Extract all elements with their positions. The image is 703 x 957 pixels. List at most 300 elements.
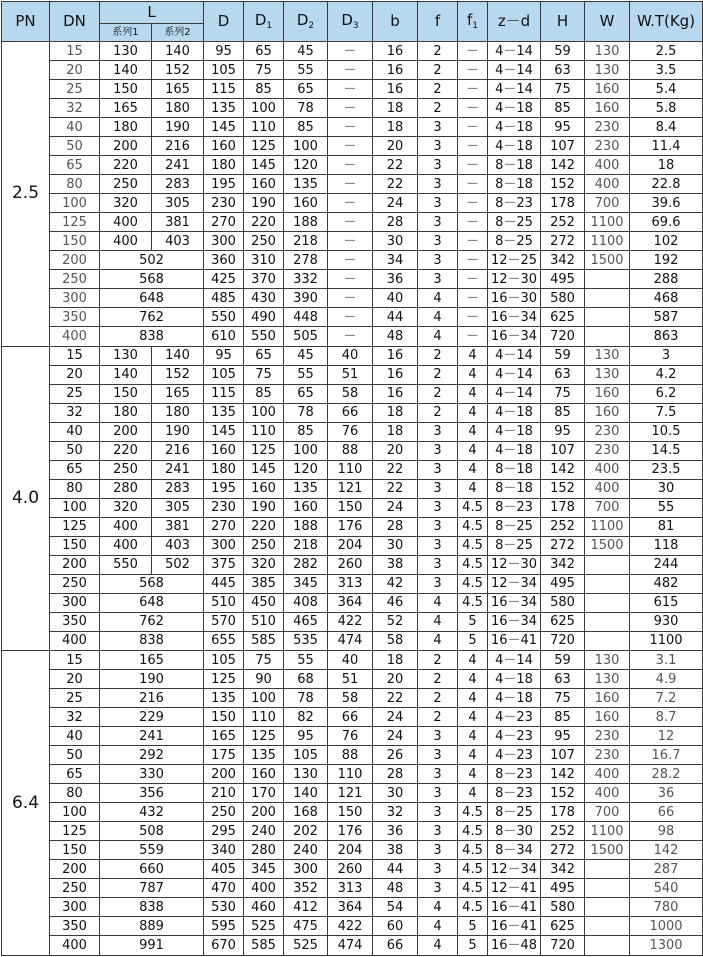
d3-cell: 474 <box>328 631 373 650</box>
weight-cell: 66 <box>630 803 703 822</box>
header-d2-sub: 2 <box>308 20 315 31</box>
weight-cell: 8.7 <box>630 708 703 727</box>
d3-cell: － <box>328 118 373 137</box>
dn-cell: 300 <box>50 898 100 917</box>
pn-cell: 6.4 <box>2 651 50 956</box>
f1-cell: 4.5 <box>458 593 488 612</box>
z-d-cell: 8－23 <box>488 784 541 803</box>
l-series1-cell: 762 <box>100 612 204 631</box>
d1-cell: 125 <box>244 441 284 460</box>
weight-cell: 863 <box>630 327 703 346</box>
f1-cell: 4.5 <box>458 879 488 898</box>
d3-cell: 66 <box>328 403 373 422</box>
l-series1-cell: 400 <box>100 232 152 251</box>
w-cell <box>585 593 630 612</box>
w-cell: 230 <box>585 137 630 156</box>
l-series2-cell: 381 <box>152 213 204 232</box>
f-cell: 4 <box>418 308 458 327</box>
d3-cell: 150 <box>328 803 373 822</box>
f-cell: 2 <box>418 708 458 727</box>
h-cell: 272 <box>541 232 585 251</box>
table-row <box>2 727 703 746</box>
d2-cell: 218 <box>284 536 328 555</box>
dn-cell: 32 <box>50 403 100 422</box>
d-cell: 550 <box>204 308 244 327</box>
f1-cell: 4 <box>458 460 488 479</box>
d1-cell: 125 <box>244 727 284 746</box>
z-d-cell: 8－25 <box>488 517 541 536</box>
l-series1-cell: 200 <box>100 422 152 441</box>
z-d-cell: 12－34 <box>488 860 541 879</box>
f1-cell: － <box>458 42 488 61</box>
dn-cell: 80 <box>50 784 100 803</box>
d3-cell: 422 <box>328 917 373 936</box>
f-cell: 3 <box>418 118 458 137</box>
l-series1-cell: 838 <box>100 327 204 346</box>
weight-cell: 39.6 <box>630 194 703 213</box>
l-series1-cell: 190 <box>100 670 204 689</box>
dn-cell: 250 <box>50 270 100 289</box>
d-cell: 230 <box>204 498 244 517</box>
weight-cell: 16.7 <box>630 746 703 765</box>
w-cell <box>585 289 630 308</box>
w-cell <box>585 612 630 631</box>
dn-cell: 50 <box>50 746 100 765</box>
d1-cell: 250 <box>244 536 284 555</box>
weight-cell: 6.2 <box>630 384 703 403</box>
f-cell: 4 <box>418 917 458 936</box>
d3-cell: － <box>328 251 373 270</box>
f-cell: 2 <box>418 42 458 61</box>
z-d-cell: 8－23 <box>488 765 541 784</box>
d1-cell: 85 <box>244 384 284 403</box>
f1-cell: 4.5 <box>458 841 488 860</box>
b-cell: 16 <box>373 384 418 403</box>
z-d-cell: 4－18 <box>488 403 541 422</box>
d-cell: 180 <box>204 460 244 479</box>
d2-cell: 105 <box>284 746 328 765</box>
d3-cell: － <box>328 156 373 175</box>
z-d-cell: 4－14 <box>488 42 541 61</box>
table-row <box>2 746 703 765</box>
f1-cell: － <box>458 156 488 175</box>
w-cell: 1500 <box>585 841 630 860</box>
table-row <box>2 898 703 917</box>
l-series2-cell: 140 <box>152 346 204 365</box>
h-cell: 720 <box>541 631 585 650</box>
d3-cell: 204 <box>328 841 373 860</box>
table-row <box>2 917 703 936</box>
d-cell: 135 <box>204 99 244 118</box>
f1-cell: － <box>458 327 488 346</box>
f1-cell: － <box>458 80 488 99</box>
f-cell: 3 <box>418 479 458 498</box>
weight-cell: 468 <box>630 289 703 308</box>
h-cell: 720 <box>541 936 585 956</box>
d1-cell: 510 <box>244 612 284 631</box>
f-cell: 3 <box>418 213 458 232</box>
d2-cell: 68 <box>284 670 328 689</box>
dn-cell: 125 <box>50 822 100 841</box>
f1-cell: － <box>458 251 488 270</box>
f-cell: 3 <box>418 784 458 803</box>
d2-cell: 188 <box>284 517 328 536</box>
h-cell: 178 <box>541 194 585 213</box>
pn-cell: 2.5 <box>2 42 50 347</box>
l-series1-cell: 320 <box>100 498 152 517</box>
z-d-cell: 16－34 <box>488 612 541 631</box>
table-row <box>2 460 703 479</box>
dn-cell: 15 <box>50 651 100 670</box>
f1-cell: 4.5 <box>458 536 488 555</box>
h-cell: 342 <box>541 555 585 574</box>
table-row <box>2 422 703 441</box>
w-cell: 160 <box>585 99 630 118</box>
d1-cell: 75 <box>244 651 284 670</box>
f-cell: 3 <box>418 441 458 460</box>
b-cell: 18 <box>373 422 418 441</box>
z-d-cell: 12－25 <box>488 251 541 270</box>
f1-cell: 4.5 <box>458 860 488 879</box>
z-d-cell: 4－23 <box>488 708 541 727</box>
d2-cell: 120 <box>284 156 328 175</box>
d3-cell: 204 <box>328 536 373 555</box>
h-cell: 178 <box>541 498 585 517</box>
l-series2-cell: 403 <box>152 536 204 555</box>
d2-cell: 352 <box>284 879 328 898</box>
header-l-series1: 系列1 <box>100 24 152 42</box>
d2-cell: 408 <box>284 593 328 612</box>
f-cell: 2 <box>418 403 458 422</box>
b-cell: 18 <box>373 118 418 137</box>
b-cell: 16 <box>373 80 418 99</box>
table-row <box>2 175 703 194</box>
b-cell: 20 <box>373 670 418 689</box>
header-w: W <box>585 2 630 42</box>
f1-cell: － <box>458 61 488 80</box>
f1-cell: 5 <box>458 631 488 650</box>
d1-cell: 90 <box>244 670 284 689</box>
d3-cell: 51 <box>328 365 373 384</box>
w-cell: 400 <box>585 460 630 479</box>
f1-cell: 4 <box>458 403 488 422</box>
d2-cell: 535 <box>284 631 328 650</box>
d1-cell: 190 <box>244 194 284 213</box>
table-body <box>2 42 703 956</box>
f1-cell: 4 <box>458 422 488 441</box>
w-cell: 160 <box>585 708 630 727</box>
d1-cell: 110 <box>244 118 284 137</box>
weight-cell: 5.4 <box>630 80 703 99</box>
h-cell: 252 <box>541 822 585 841</box>
f1-cell: － <box>458 308 488 327</box>
f-cell: 3 <box>418 536 458 555</box>
d-cell: 195 <box>204 479 244 498</box>
f1-cell: 4.5 <box>458 803 488 822</box>
weight-cell: 2.5 <box>630 42 703 61</box>
weight-cell: 102 <box>630 232 703 251</box>
b-cell: 54 <box>373 898 418 917</box>
w-cell <box>585 308 630 327</box>
z-d-cell: 12－30 <box>488 270 541 289</box>
d2-cell: 465 <box>284 612 328 631</box>
l-series1-cell: 229 <box>100 708 204 727</box>
dn-cell: 400 <box>50 327 100 346</box>
l-series2-cell: 241 <box>152 460 204 479</box>
b-cell: 18 <box>373 651 418 670</box>
d-cell: 270 <box>204 213 244 232</box>
d3-cell: － <box>328 42 373 61</box>
d-cell: 105 <box>204 651 244 670</box>
table-row <box>2 99 703 118</box>
f-cell: 3 <box>418 765 458 784</box>
d2-cell: 100 <box>284 137 328 156</box>
dn-cell: 25 <box>50 80 100 99</box>
table-row <box>2 80 703 99</box>
b-cell: 34 <box>373 251 418 270</box>
table-row <box>2 365 703 384</box>
header-h: H <box>541 2 585 42</box>
table-row <box>2 137 703 156</box>
header-f1-base: f <box>467 10 473 29</box>
d-cell: 510 <box>204 593 244 612</box>
dn-cell: 20 <box>50 61 100 80</box>
dn-cell: 350 <box>50 612 100 631</box>
flange-valve-dimension-table <box>1 1 703 956</box>
f1-cell: 4 <box>458 346 488 365</box>
f-cell: 3 <box>418 460 458 479</box>
b-cell: 44 <box>373 308 418 327</box>
dn-cell: 150 <box>50 536 100 555</box>
d-cell: 210 <box>204 784 244 803</box>
d1-cell: 65 <box>244 42 284 61</box>
d1-cell: 125 <box>244 137 284 156</box>
l-series2-cell: 140 <box>152 42 204 61</box>
d1-cell: 400 <box>244 879 284 898</box>
d3-cell: 76 <box>328 422 373 441</box>
l-series2-cell: 283 <box>152 175 204 194</box>
header-dn: DN <box>50 2 100 42</box>
f-cell: 3 <box>418 422 458 441</box>
d2-cell: 78 <box>284 99 328 118</box>
d3-cell: － <box>328 308 373 327</box>
f-cell: 3 <box>418 822 458 841</box>
h-cell: 580 <box>541 289 585 308</box>
d2-cell: 525 <box>284 936 328 956</box>
header-z-d: z－d <box>488 2 541 42</box>
z-d-cell: 8－18 <box>488 460 541 479</box>
d-cell: 250 <box>204 803 244 822</box>
f1-cell: 4.5 <box>458 498 488 517</box>
weight-cell: 288 <box>630 270 703 289</box>
f-cell: 3 <box>418 270 458 289</box>
dn-cell: 25 <box>50 384 100 403</box>
f-cell: 3 <box>418 156 458 175</box>
d3-cell: 313 <box>328 879 373 898</box>
f-cell: 3 <box>418 746 458 765</box>
d1-cell: 550 <box>244 327 284 346</box>
d-cell: 145 <box>204 422 244 441</box>
l-series2-cell: 152 <box>152 365 204 384</box>
b-cell: 36 <box>373 270 418 289</box>
f1-cell: 4 <box>458 708 488 727</box>
h-cell: 272 <box>541 841 585 860</box>
h-cell: 152 <box>541 479 585 498</box>
l-series1-cell: 180 <box>100 118 152 137</box>
d3-cell: 260 <box>328 555 373 574</box>
dn-cell: 25 <box>50 689 100 708</box>
l-series1-cell: 991 <box>100 936 204 956</box>
d-cell: 360 <box>204 251 244 270</box>
d3-cell: 176 <box>328 822 373 841</box>
f-cell: 2 <box>418 689 458 708</box>
l-series2-cell: 241 <box>152 156 204 175</box>
b-cell: 46 <box>373 593 418 612</box>
f-cell: 3 <box>418 727 458 746</box>
d1-cell: 200 <box>244 803 284 822</box>
b-cell: 22 <box>373 479 418 498</box>
d-cell: 530 <box>204 898 244 917</box>
table-row <box>2 441 703 460</box>
d2-cell: 95 <box>284 727 328 746</box>
f-cell: 3 <box>418 498 458 517</box>
b-cell: 58 <box>373 631 418 650</box>
b-cell: 30 <box>373 232 418 251</box>
b-cell: 16 <box>373 346 418 365</box>
header-d2 <box>284 2 328 42</box>
d3-cell: 110 <box>328 460 373 479</box>
l-series1-cell: 762 <box>100 308 204 327</box>
f1-cell: － <box>458 175 488 194</box>
h-cell: 59 <box>541 42 585 61</box>
d-cell: 125 <box>204 670 244 689</box>
d1-cell: 75 <box>244 365 284 384</box>
f1-cell: 4 <box>458 651 488 670</box>
d-cell: 95 <box>204 346 244 365</box>
d1-cell: 430 <box>244 289 284 308</box>
d1-cell: 345 <box>244 860 284 879</box>
table-row <box>2 118 703 137</box>
d-cell: 135 <box>204 689 244 708</box>
d-cell: 595 <box>204 917 244 936</box>
h-cell: 85 <box>541 708 585 727</box>
d1-cell: 75 <box>244 61 284 80</box>
header-weight: W.T(Kg) <box>630 2 703 42</box>
dn-cell: 50 <box>50 441 100 460</box>
d-cell: 95 <box>204 42 244 61</box>
d3-cell: 110 <box>328 765 373 784</box>
table-row <box>2 289 703 308</box>
d1-cell: 310 <box>244 251 284 270</box>
f1-cell: 4.5 <box>458 555 488 574</box>
w-cell: 1100 <box>585 232 630 251</box>
table-row <box>2 194 703 213</box>
l-series2-cell: 305 <box>152 194 204 213</box>
f-cell: 2 <box>418 61 458 80</box>
z-d-cell: 4－18 <box>488 99 541 118</box>
weight-cell: 30 <box>630 479 703 498</box>
d3-cell: 51 <box>328 670 373 689</box>
dn-cell: 300 <box>50 593 100 612</box>
f1-cell: 4 <box>458 689 488 708</box>
b-cell: 24 <box>373 708 418 727</box>
table-row <box>2 403 703 422</box>
d3-cell: 474 <box>328 936 373 956</box>
w-cell <box>585 555 630 574</box>
f1-cell: 5 <box>458 612 488 631</box>
d-cell: 300 <box>204 536 244 555</box>
l-series1-cell: 200 <box>100 137 152 156</box>
d-cell: 135 <box>204 403 244 422</box>
weight-cell: 28.2 <box>630 765 703 784</box>
table-row <box>2 384 703 403</box>
w-cell: 400 <box>585 765 630 784</box>
b-cell: 22 <box>373 460 418 479</box>
d-cell: 160 <box>204 441 244 460</box>
d1-cell: 220 <box>244 213 284 232</box>
z-d-cell: 12－34 <box>488 574 541 593</box>
z-d-cell: 4－14 <box>488 365 541 384</box>
f1-cell: － <box>458 270 488 289</box>
table-row <box>2 479 703 498</box>
weight-cell: 4.9 <box>630 670 703 689</box>
b-cell: 26 <box>373 746 418 765</box>
d2-cell: 332 <box>284 270 328 289</box>
h-cell: 107 <box>541 746 585 765</box>
w-cell: 700 <box>585 498 630 517</box>
d3-cell: － <box>328 289 373 308</box>
table-row <box>2 593 703 612</box>
l-series1-cell: 216 <box>100 689 204 708</box>
table-row <box>2 651 703 670</box>
d2-cell: 300 <box>284 860 328 879</box>
weight-cell: 14.5 <box>630 441 703 460</box>
weight-cell: 7.5 <box>630 403 703 422</box>
h-cell: 142 <box>541 156 585 175</box>
d-cell: 150 <box>204 708 244 727</box>
b-cell: 20 <box>373 441 418 460</box>
h-cell: 580 <box>541 898 585 917</box>
f1-cell: 5 <box>458 936 488 956</box>
z-d-cell: 4－18 <box>488 118 541 137</box>
table-row <box>2 327 703 346</box>
l-series2-cell: 152 <box>152 61 204 80</box>
l-series1-cell: 150 <box>100 384 152 403</box>
table-row <box>2 346 703 365</box>
d2-cell: 188 <box>284 213 328 232</box>
table-row <box>2 574 703 593</box>
dn-cell: 65 <box>50 765 100 784</box>
d2-cell: 345 <box>284 574 328 593</box>
f1-cell: 4 <box>458 727 488 746</box>
h-cell: 625 <box>541 612 585 631</box>
d1-cell: 585 <box>244 631 284 650</box>
header-d2-base: D <box>296 10 309 29</box>
f-cell: 2 <box>418 99 458 118</box>
weight-cell: 23.5 <box>630 460 703 479</box>
weight-cell: 482 <box>630 574 703 593</box>
h-cell: 63 <box>541 365 585 384</box>
l-series1-cell: 320 <box>100 194 152 213</box>
weight-cell: 81 <box>630 517 703 536</box>
b-cell: 66 <box>373 936 418 956</box>
d1-cell: 320 <box>244 555 284 574</box>
l-series1-cell: 502 <box>100 251 204 270</box>
d-cell: 425 <box>204 270 244 289</box>
d-cell: 195 <box>204 175 244 194</box>
f-cell: 2 <box>418 365 458 384</box>
z-d-cell: 16－34 <box>488 593 541 612</box>
